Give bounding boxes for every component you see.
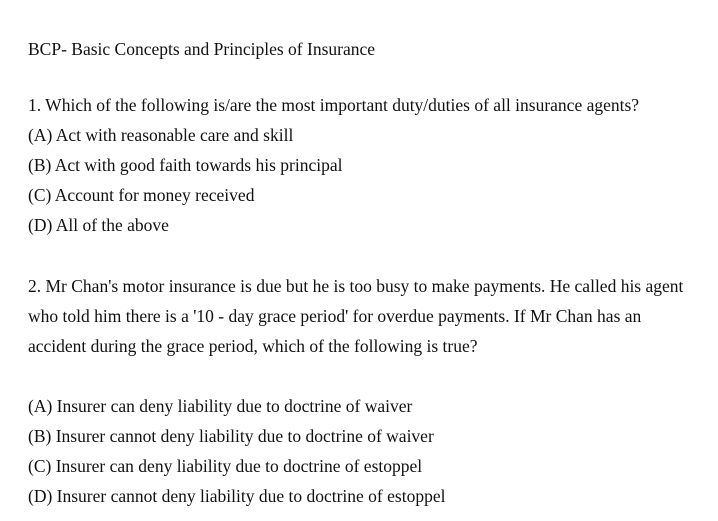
question-1-option-c: (C) Account for money received [28, 185, 255, 205]
question-2-stem-line-1: 2. Mr Chan's motor insurance is due but he is too busy to make payments. He called his agent [28, 276, 684, 296]
question-1-stem: 1. Which of the following is/are the most important duty/duties of all insurance agents? [28, 95, 640, 115]
question-1-option-a: (A) Act with reasonable care and skill [28, 125, 294, 145]
question-2-stem-line-3: accident during the grace period, which of the following is true? [28, 336, 478, 356]
question-2-option-a: (A) Insurer can deny liability due to doctrine of waiver [28, 396, 413, 416]
question-1-option-d: (D) All of the above [28, 215, 169, 235]
question-2-option-c: (C) Insurer can deny liability due to doctrine of estoppel [28, 456, 423, 476]
question-1-option-b: (B) Act with good faith towards his principal [28, 155, 343, 175]
question-2-stem-line-2: who told him there is a '10 - day grace period' for overdue payments. If Mr Chan has an [28, 306, 642, 326]
question-2-option-d: (D) Insurer cannot deny liability due to doctrine of estoppel [28, 486, 446, 506]
question-2-option-b: (B) Insurer cannot deny liability due to doctrine of waiver [28, 426, 434, 446]
document-title: BCP- Basic Concepts and Principles of Insurance [28, 39, 376, 59]
